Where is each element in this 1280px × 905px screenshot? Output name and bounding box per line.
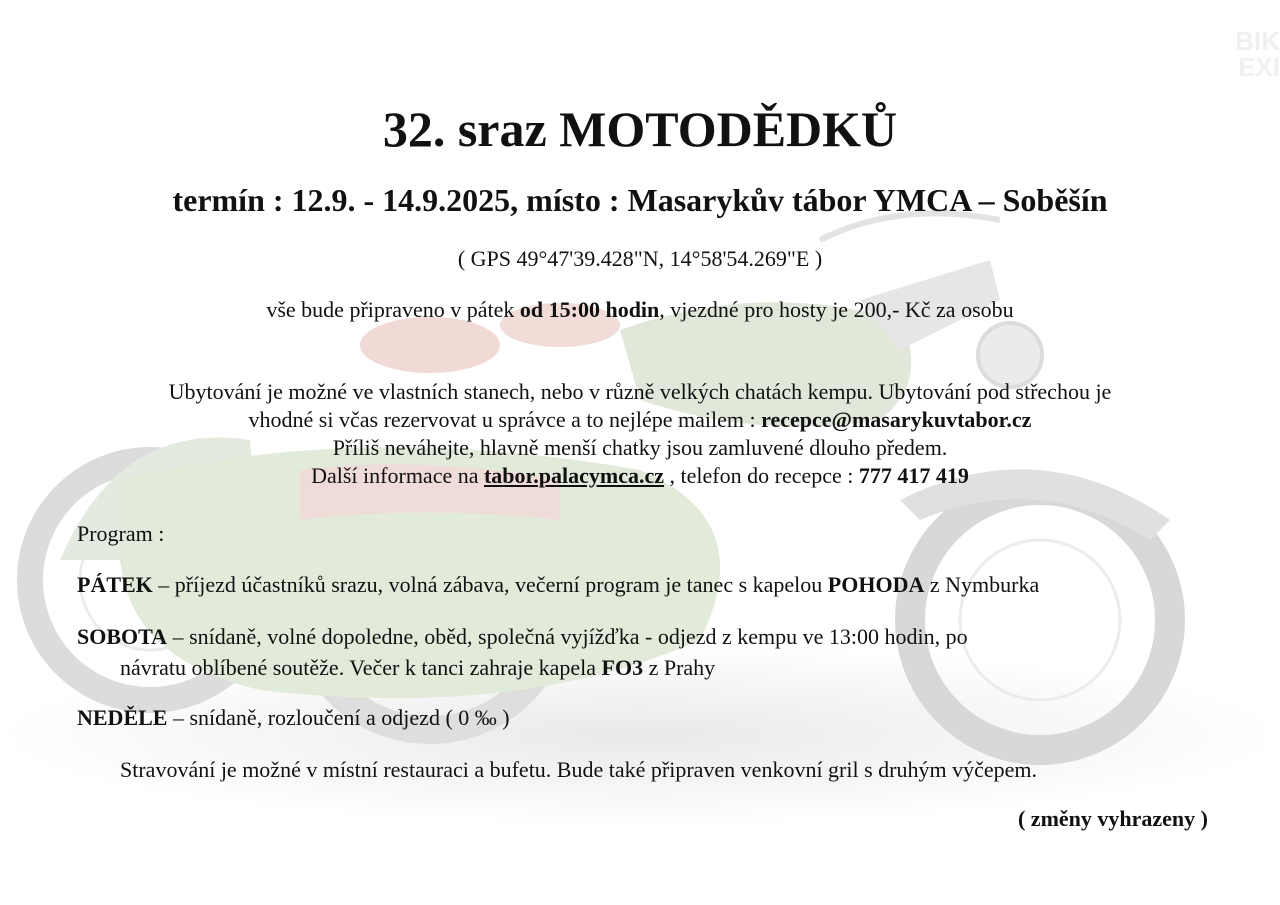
- program-sunday: [77, 705, 510, 731]
- arrival-time: od 15:00 hodin: [519, 297, 660, 322]
- reception-email[interactable]: recepce@masarykuvtabor.cz: [761, 407, 1032, 432]
- reservation-text: vhodné si včas rezervovat u správce a to nejlépe mailem :: [248, 407, 762, 432]
- page-title: 32. sraz MOTODĚDKŮ: [382, 101, 898, 157]
- friday-label: PÁTEK: [77, 572, 153, 597]
- saturday-text: – snídaně, volné dopoledne, oběd, společná vyjížďka - odjezd z kempu ve 13:00 hodin, po: [167, 624, 968, 649]
- saturday-label: SOBOTA: [77, 624, 168, 649]
- friday-band: POHODA: [827, 572, 925, 597]
- accommodation-line-2: [0, 406, 1280, 434]
- saturday-text-end: z Prahy: [643, 655, 716, 680]
- friday-text-end: z Nymburka: [924, 572, 1040, 597]
- arrival-info: [0, 297, 1280, 323]
- watermark-line1: BIK: [1235, 26, 1280, 56]
- sunday-text: – snídaně, rozloučení a odjezd ( 0 ‰ ): [167, 705, 510, 730]
- arrival-info-post: , vjezdné pro hosty je 200,- Kč za osobu: [659, 297, 1014, 322]
- event-date-location: termín : 12.9. - 14.9.2025, místo : Masarykův tábor YMCA – Soběšín: [172, 182, 1108, 218]
- program-saturday: [77, 624, 968, 650]
- accommodation-line-1: Ubytování je možné ve vlastních stanech, nebo v různě velkých chatách kempu. Ubytování pod střechou je: [168, 379, 1112, 404]
- accommodation-line-4: [0, 462, 1280, 490]
- saturday-band: FO3: [601, 655, 644, 680]
- watermark-line2: EXI: [1238, 52, 1280, 82]
- reception-phone: 777 417 419: [858, 463, 969, 488]
- friday-text: – příjezd účastníků srazu, volná zábava, večerní program je tanec s kapelou: [152, 572, 828, 597]
- phone-label: , telefon do recepce :: [664, 463, 859, 488]
- program-saturday-continued: [120, 655, 715, 681]
- program-heading: Program :: [77, 521, 165, 546]
- accommodation-paragraph: [0, 378, 1280, 490]
- gps-coordinates: ( GPS 49°47'39.428"N, 14°58'54.269"E ): [457, 246, 823, 271]
- accommodation-line-3: Příliš neváhejte, hlavně menší chatky jsou zamluvené dlouho předem.: [332, 435, 948, 460]
- catering-info: Stravování je možné v místní restauraci a bufetu. Bude také připraven venkovní gril s druhým výčepem.: [120, 757, 1038, 782]
- more-info-text: Další informace na: [311, 463, 484, 488]
- program-friday: [77, 572, 1039, 598]
- saturday-text-2: návratu oblíbené soutěže. Večer k tanci zahraje kapela: [120, 655, 602, 680]
- sunday-label: NEDĚLE: [77, 705, 168, 730]
- website-link[interactable]: tabor.palacymca.cz: [483, 463, 665, 488]
- changes-reserved-note: ( změny vyhrazeny ): [1017, 806, 1208, 831]
- arrival-info-pre: vše bude připraveno v pátek: [266, 297, 520, 322]
